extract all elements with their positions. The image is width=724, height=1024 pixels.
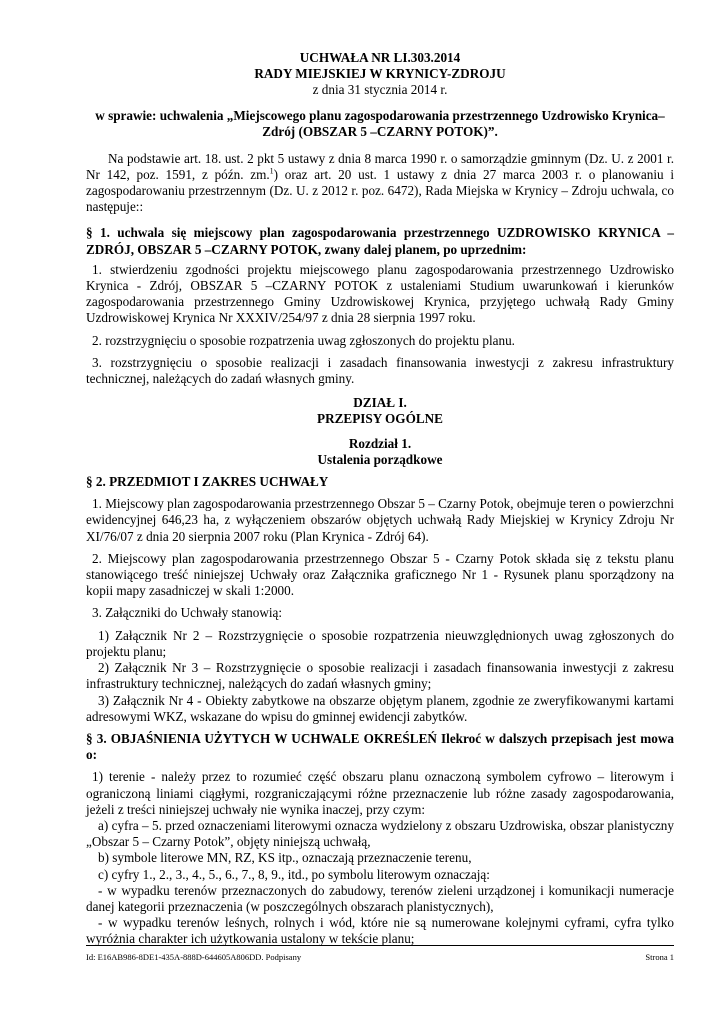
preamble-text-2: ) oraz art. 20 ust. 1 ustawy z dnia 27 marca 2003 r. o planowaniu i zagospodarowaniu przestrzennym (Dz. U. z 2012 r. poz. 6472), Rada Miejska w Krynicy – Zdroju uchwala, co następuje::	[86, 166, 674, 215]
preamble	[86, 151, 674, 216]
preamble-text-1: Na podstawie art. 18. ust. 2 pkt 5 ustawy z dnia 8 marca 1990 r. o samorządzie gminnym (Dz. U. z 2001 r. Nr 142, poz. 1591, z późn. zm.	[86, 150, 674, 182]
sub-item: 3) Załącznik Nr 4 - Obiekty zabytkowe na obszarze objętym planem, zgodnie ze zweryfikowanymi kartami adresowymi WKZ, wskazane do wpisu do gminnej ewidencji zabytków.	[86, 692, 674, 724]
paragraph-1-title: § 1. uchwala się miejscowy plan zagospodarowania przestrzennego UZDROWISKO KRYNICA – ZDRÓJ, OBSZAR 5 –CZARNY POTOK, zwany dalej planem, po uprzednim:	[86, 225, 674, 257]
list-item: 2. rozstrzygnięciu o sposobie rozpatrzenia uwag zgłoszonych do projektu planu.	[92, 332, 515, 348]
resolution-subject: w sprawie: uchwalenia „Miejscowego planu zagospodarowania przestrzennego Uzdrowisko Krynica–Zdrój (OBSZAR 5 –CZARNY POTOK)”.	[95, 108, 665, 140]
sub-item: a) cyfra – 5. przed oznaczeniami literowymi oznacza wydzielony z obszaru Uzdrowiska, obszar planistyczny „Obszar 5 – Czarny Potok”, objęty niniejszą uchwałą,	[86, 817, 674, 850]
list-item: 1. Miejscowy plan zagospodarowania przestrzennego Obszar 5 – Czarny Potok, obejmuje teren o powierzchni ewidencyjnej 646,23 ha, z wyłączeniem obszarów objętych uchwałą Rady Miejskiej w Krynicy Zdroju Nr XI/76/07 z dnia 20 sierpnia 2007 roku (Plan Krynica - Zdrój 64).	[86, 496, 674, 544]
resolution-date: z dnia 31 stycznia 2014 r.	[312, 82, 448, 97]
sub-item: c) cyfry 1., 2., 3., 4., 5., 6., 7., 8, 9., itd., po symbolu literowym oznaczają:	[98, 866, 490, 882]
council-name: RADY MIEJSKIEJ W KRYNICY-ZDROJU	[254, 66, 506, 81]
footnote-ref: 1	[269, 166, 274, 176]
dash-item: - w wypadku terenów przeznaczonych do zabudowy, terenów zieleni urządzonej i komunikacji numeracje danej kategorii przeznaczenia (w poszczególnych obszarach planistycznych),	[86, 882, 674, 914]
resolution-number: UCHWAŁA NR LI.303.2014	[299, 50, 461, 65]
list-item: 1) terenie - należy przez to rozumieć część obszaru planu oznaczoną symbolem cyfrowo – literowym i ograniczoną liniami ciągłymi, rozgraniczającymi różne przeznaczenie lub różne zasady zagospodarowania, jeżeli z treści niniejszej uchwały nie wynika inaczej, przy czym:	[86, 769, 674, 817]
paragraph-2-title: § 2. PRZEDMIOT I ZAKRES UCHWAŁY	[86, 474, 329, 490]
document-id: Id: E16AB986-8DE1-435A-888D-644605A806DD. Podpisany	[86, 952, 302, 962]
sub-item: 2) Załącznik Nr 3 – Rozstrzygnięcie o sposobie realizacji i zasadach finansowania inwestycji z zakresu infrastruktury technicznej, należących do zadań własnych gminy;	[86, 660, 674, 692]
sub-item: b) symbole literowe MN, RZ, KS itp., oznaczają przeznaczenie terenu,	[98, 850, 472, 866]
division-title: PRZEPISY OGÓLNE	[317, 411, 443, 427]
chapter-title: Ustalenia porządkowe	[317, 451, 443, 467]
paragraph-3-title: § 3. OBJAŚNIENIA UŻYTYCH W UCHWALE OKREŚLEŃ Ilekroć w dalszych przepisach jest mowa o:	[86, 730, 674, 763]
dash-item: - w wypadku terenów leśnych, rolnych i wód, które nie są numerowane kolejnymi cyframi, cyfra tylko wyróżnia charakter ich użytkowania ustalony w tekście planu;	[86, 915, 674, 947]
chapter-number: Rozdział 1.	[348, 435, 412, 451]
list-item: 2. Miejscowy plan zagospodarowania przestrzennego Obszar 5 - Czarny Potok składa się z tekstu planu stanowiącego treść niniejszej Uchwały oraz Załącznika graficznego Nr 1 - Rysunek planu sporządzony na kopii mapy zasadniczej w skali 1:2000.	[86, 550, 674, 599]
footer-divider	[86, 945, 674, 946]
page-number: Strona 1	[645, 952, 674, 962]
sub-item: 1) Załącznik Nr 2 – Rozstrzygnięcie o sposobie rozpatrzenia nieuwzględnionych uwag zgłoszonych do projektu planu;	[86, 627, 674, 659]
division-number: DZIAŁ I.	[353, 395, 407, 411]
document-page	[86, 50, 674, 948]
list-item: 3. rozstrzygnięciu o sposobie realizacji i zasadach finansowania inwestycji z zakresu infrastruktury technicznej, należących do zadań własnych gminy.	[86, 354, 674, 387]
list-item: 3. Załączniki do Uchwały stanowią:	[92, 605, 283, 621]
page-footer	[86, 952, 674, 962]
list-item: 1. stwierdzeniu zgodności projektu miejscowego planu zagospodarowania przestrzennego Uzdrowisko Krynica - Zdrój, OBSZAR 5 –CZARNY POTOK z ustaleniami Studium uwarunkowań i kierunków zagospodarowania przestrzennego Gminy Uzdrowiskowej Krynica, przyjętego uchwałą Rady Gminy Uzdrowiskowej Krynica Nr XXXIV/254/97 z dnia 28 sierpnia 1997 roku.	[86, 261, 674, 326]
